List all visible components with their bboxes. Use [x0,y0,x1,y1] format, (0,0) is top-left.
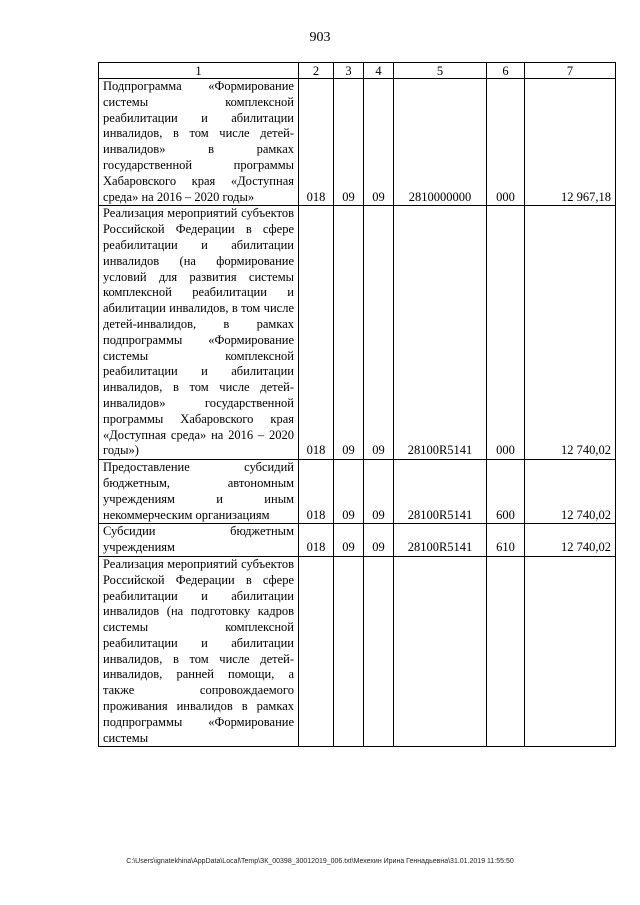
row-name: Подпрограмма «Формирование системы комплексной реабилитации и абилитации инвалидов, в том числе детей-инвалидов» в рамках государственной программы Хабаровского края «Доступная среда» на 2016 – 2020 годы» [99,79,299,206]
budget-table [98,62,616,747]
row-target-article: 2810000000 [394,79,487,206]
page-number: 903 [309,30,331,45]
file-path-footer: C:\Users\ignatekhina\AppData\Local\Temp\ЗК_00398_30012019_006.txt\Мехехин Ирина Геннадьевна\31.01.2019 11:55:50 [126,858,514,865]
col-header-7: 7 [525,63,616,79]
table-row [99,556,616,747]
row-name: Предоставление субсидий бюджетным, автономным учреждениям и иным некоммерческим организациям [99,460,299,524]
row-name: Реализация мероприятий субъектов Российской Федерации в сфере реабилитации и абилитации инвалидов (на подготовку кадров системы комплексной реабилитации и абилитации инвалидов, в том числе детей-инвалидов, ранней помощи, а также сопровождаемого проживания инвалидов в рамках подпрограммы «Формирование системы [99,556,299,747]
row-ministry-code: 018 [299,524,334,557]
row-expense-type [487,556,525,747]
row-section-code: 09 [334,460,364,524]
row-ministry-code: 018 [299,79,334,206]
col-header-2: 2 [299,63,334,79]
row-ministry-code: 018 [299,206,334,460]
row-section-code [334,556,364,747]
row-subsection-code: 09 [364,79,394,206]
row-target-article: 28100R5141 [394,524,487,557]
row-amount: 12 740,02 [525,460,616,524]
col-header-4: 4 [364,63,394,79]
row-amount: 12 740,02 [525,206,616,460]
row-section-code: 09 [334,524,364,557]
row-target-article: 28100R5141 [394,460,487,524]
row-amount: 12 967,18 [525,79,616,206]
row-expense-type: 600 [487,460,525,524]
col-header-3: 3 [334,63,364,79]
row-amount: 12 740,02 [525,524,616,557]
row-expense-type: 000 [487,79,525,206]
row-subsection-code: 09 [364,460,394,524]
row-target-article: 28100R5141 [394,206,487,460]
row-section-code: 09 [334,79,364,206]
table-row [99,79,616,206]
row-expense-type: 000 [487,206,525,460]
row-section-code: 09 [334,206,364,460]
row-amount [525,556,616,747]
col-header-1: 1 [99,63,299,79]
row-subsection-code [364,556,394,747]
row-target-article [394,556,487,747]
col-header-6: 6 [487,63,525,79]
header-row [99,63,616,79]
table-row [99,460,616,524]
row-subsection-code: 09 [364,524,394,557]
table-row [99,524,616,557]
table-row [99,206,616,460]
row-expense-type: 610 [487,524,525,557]
row-ministry-code: 018 [299,460,334,524]
col-header-5: 5 [394,63,487,79]
row-ministry-code [299,556,334,747]
row-name: Субсидии бюджетным учреждениям [99,524,299,557]
row-name: Реализация мероприятий субъектов Российской Федерации в сфере реабилитации и абилитации инвалидов (на формирование условий для развития системы комплексной реабилитации и абилитации инвалидов, в том числе детей-инвалидов, в рамках подпрограммы «Формирование системы комплексной реабилитации и абилитации инвалидов, в том числе детей-инвалидов» государственной программы Хабаровского края «Доступная среда» на 2016 – 2020 годы») [99,206,299,460]
row-subsection-code: 09 [364,206,394,460]
